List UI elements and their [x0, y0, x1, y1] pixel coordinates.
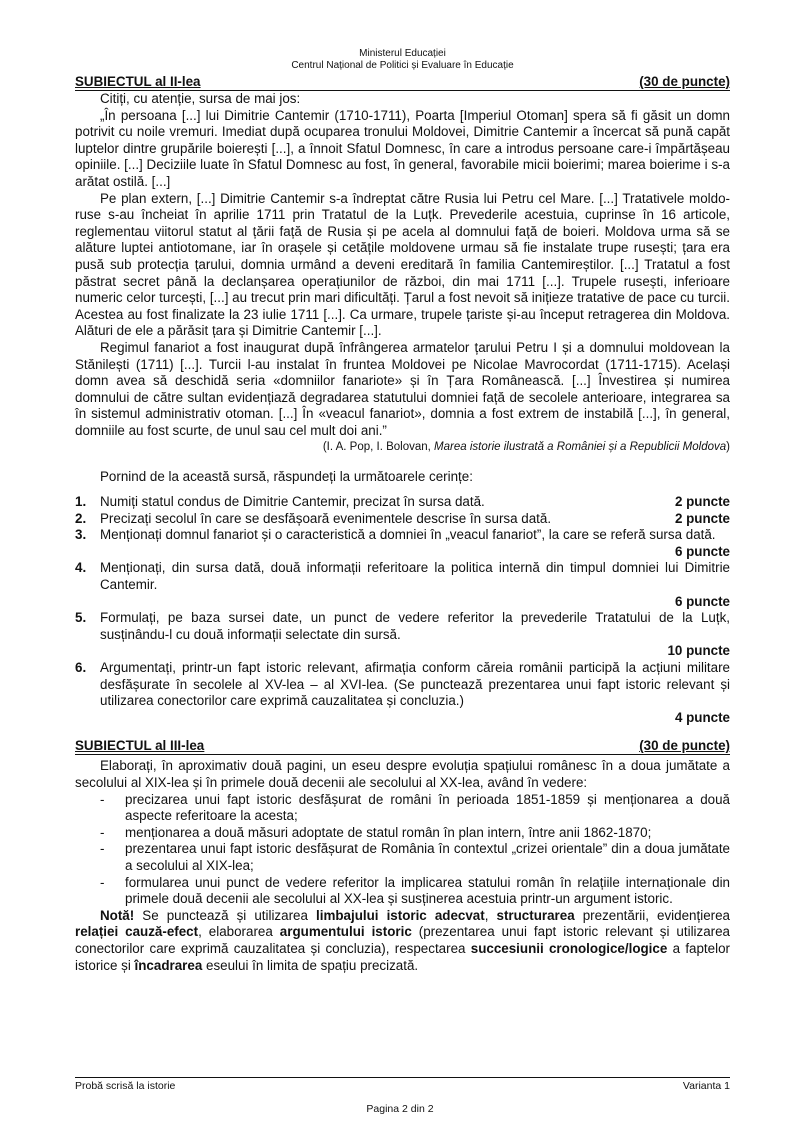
section3-heading	[75, 738, 730, 755]
requirement-text: Numiți statul condus de Dimitrie Cantemir, precizat în sursa dată.	[100, 494, 485, 510]
note-bold: structurarea	[496, 907, 575, 923]
essay-note	[75, 908, 730, 974]
requirement-text: Argumentați, printr-un fapt istoric relevant, afirmația conform căreia românii participă la acțiuni militare desfășurate în secolele al XV-lea – al XVI-lea. (Se punctează prezentarea unui fapt istoric relevant și utilizarea conectorilor care exprimă cauzalitatea și concluzia.)	[100, 660, 730, 709]
note-text: prezentării, evidențierea	[574, 907, 730, 923]
bullet-dash: -	[100, 791, 105, 807]
note-bold: relației cauză-efect	[75, 924, 199, 940]
requirement-points: 6 puncte	[674, 593, 730, 609]
note-text: Se punctează și utilizarea	[134, 907, 316, 923]
requirement-number: 3.	[75, 527, 87, 543]
section3-title: SUBIECTUL al III-lea	[75, 738, 205, 754]
requirement-points: 10 puncte	[667, 643, 730, 659]
essay-intro: Elaborați, în aproximativ două pagini, un eseu despre evoluția spațiului românesc în a doua jumătate a secolului al XIX-lea și în primele două decenii ale secolului al XX-lea, având în vedere:	[75, 758, 730, 790]
requirements-prompt: Pornind de la această sursă, răspundeți la următoarele cerințe:	[100, 469, 473, 485]
section2-title: SUBIECTUL al II-lea	[75, 74, 201, 89]
section3-points: (30 de puncte)	[639, 738, 730, 754]
note-label: Notă!	[100, 907, 135, 923]
requirement-item	[75, 511, 730, 528]
bullet-text: precizarea unui fapt istoric desfășurat de români în perioada 1851-1859 și menționarea a două aspecte referitoare la acesta;	[125, 791, 730, 824]
requirement-item	[75, 560, 730, 610]
section2-heading	[75, 74, 730, 91]
bullet-text: prezentarea unui fapt istoric desfășurat de România în contextul „crizei orientale” din a doua jumătate a secolului al XIX-lea;	[125, 841, 730, 873]
requirement-number: 1.	[75, 494, 87, 510]
source-text	[75, 91, 730, 455]
bullet-text: formularea unui punct de vedere referitor la implicarea statului român în relațiile internaționale din primele două decenii ale secolului al XX-lea și susținerea acestuia printr-un argument istoric.	[125, 874, 730, 907]
note-bold: succesiunii cronologice/logice	[470, 940, 668, 956]
note-bold: limbajului istoric adecvat	[316, 907, 485, 923]
requirement-points: 2 puncte	[674, 494, 730, 510]
footer-variant: Varianta 1	[682, 1080, 730, 1092]
requirement-text-block	[100, 494, 730, 511]
essay-bullet-item	[75, 841, 730, 874]
requirement-item	[75, 610, 730, 660]
citation-end: )	[726, 441, 730, 454]
citation-title: Marea istorie ilustrată a României și a Republicii Moldova	[434, 441, 727, 454]
page-footer	[75, 1077, 730, 1092]
page-header	[75, 0, 730, 72]
requirement-points: 4 puncte	[674, 709, 730, 725]
note-text: a faptelor istorice și	[75, 940, 730, 973]
footer-exam-name: Probă scrisă la istorie	[75, 1080, 176, 1092]
source-paragraph-1: „În persoana [...] lui Dimitrie Cantemir (1710-1711), Poarta [Imperiul Otoman] spera să fi găsit un domn potrivit cu noile vremuri. Imediat după ocuparea tronului Moldovei, Dimitrie Cantemir a încercat să pună capăt luptelor dintre grupările boierești [...], a înnoit Sfatul Domnesc, în care a introdus persoane care-i împărtășeau opiniile. [...] Deciziile luate în Sfatul Domnesc au fost, în general, favorabile micii boierimi; marea boierime i s-a arătat ostilă. [...]	[75, 107, 730, 189]
bullet-dash: -	[100, 874, 105, 890]
essay-bullet-item	[75, 825, 730, 842]
note-text: eseului în limita de spațiu precizată.	[202, 957, 419, 973]
requirement-text-block	[100, 511, 730, 528]
requirement-points: 6 puncte	[674, 543, 730, 559]
bullet-text: menționarea a două măsuri adoptate de statul român în plan intern, între anii 1862-1870;	[125, 824, 652, 840]
requirement-number: 5.	[75, 610, 87, 626]
note-bold: încadrarea	[134, 957, 203, 973]
requirement-text: Formulați, pe baza sursei date, un punct de vedere referitor la prevederile Tratatului de la Luțk, susținându-l cu două informații selectate din sursă.	[100, 610, 730, 642]
page-number: Pagina 2 din 2	[366, 1103, 434, 1115]
bullet-dash: -	[100, 824, 105, 840]
note-text: (prezentarea unui fapt istoric relevant și utilizarea conectorilor care exprimă cauzalitatea și concluzia), respectarea	[75, 924, 731, 956]
requirement-text: Menționați, din sursa dată, două informații referitoare la politica internă din timpul domniei lui Dimitrie Cantemir.	[100, 560, 730, 593]
requirement-item	[75, 527, 730, 560]
essay-bullet-item	[75, 875, 730, 908]
requirement-text-block	[100, 560, 730, 610]
source-paragraph-2: Pe plan extern, [...] Dimitrie Cantemir s-a îndreptat către Rusia lui Petru cel Mare. [...] Tratativele moldo-ruse s-au încheiat în aprilie 1711 prin Tratatul de la Luțk. Prevederile acestuia, cuprinse în 16 articole, reglementau viitorul statut al țării față de Rusia și pe acela al domnului față de boieri. Moldova urma să se alăture luptei antiotomane, iar în orașele și cetățile moldovene urmau să fie instalate trupe rusești; țara era pusă sub protecția țarului, domnia urmând a deveni ereditară în familia Cantemireștilor. [...] Tratatul a fost păstrat secret până la declanșarea operațiunilor de război, din mai 1711 [...]. Trupele rusești, inferioare numeric celor turcești, [...] au trecut prin mari dificultăți. Țarul a fost nevoit să inițieze tratative de pace cu turcii. Acestea au fost finalizate la 23 iulie 1711 [...]. Ca urmare, trupele țariste și-au început retragerea din Moldova. Alături de ele a părăsit țara și Dimitrie Cantemir [...].	[75, 190, 730, 339]
requirement-number: 4.	[75, 560, 87, 576]
requirement-item	[75, 660, 730, 726]
ministry-name: Ministerul Educației	[359, 48, 446, 59]
essay-bullet-item	[75, 792, 730, 825]
requirement-text-block	[100, 527, 730, 560]
section2-points: (30 de puncte)	[639, 74, 730, 89]
requirement-text-block	[100, 610, 730, 660]
requirement-item	[75, 494, 730, 511]
source-intro: Citiți, cu atenție, sursa de mai jos:	[100, 91, 301, 106]
requirement-number: 6.	[75, 660, 87, 675]
center-name: Centrul Național de Politici și Evaluare în Educație	[291, 60, 514, 71]
source-paragraph-3: Regimul fanariot a fost inaugurat după înfrângerea armatelor țarului Petru I și a domnului moldovean la Stănilești (1711) [...]. Turcii l-au instalat în fruntea Moldovei pe Nicolae Mavrocordat (1711-1715). Același domn avea să deschidă seria «domniilor fanariote» și în Țara Românească. [...] Învestirea și numirea domnului de către sultan evidențiază degradarea statutului domniei față de secolele anterioare, integrarea sa în sistemul administrativ otoman. [...] În «veacul fanariot», domnia a fost extrem de instabilă [...], în general, domniile au fost scurte, de unul sau cel mult doi ani.”	[75, 339, 730, 438]
requirement-text: Precizați secolul în care se desfășoară evenimentele descrise în sursa dată.	[100, 510, 552, 526]
essay-bullets	[75, 792, 730, 908]
document-page	[75, 0, 730, 974]
bullet-dash: -	[100, 841, 105, 857]
note-bold: argumentului istoric	[279, 924, 412, 940]
note-text: ,	[484, 907, 497, 923]
requirement-text-block	[100, 660, 730, 726]
requirement-text: Menționați domnul fanariot și o caracteristică a domniei în „veacul fanariot”, la care se referă sursa dată.	[100, 527, 716, 543]
requirement-number: 2.	[75, 510, 87, 526]
source-citation	[75, 439, 730, 455]
essay-task	[75, 758, 730, 974]
note-text: , elaborarea	[198, 924, 280, 940]
requirement-points: 2 puncte	[674, 510, 730, 526]
requirements-list	[75, 494, 730, 726]
citation-authors: (I. A. Pop, I. Bolovan,	[322, 441, 435, 454]
